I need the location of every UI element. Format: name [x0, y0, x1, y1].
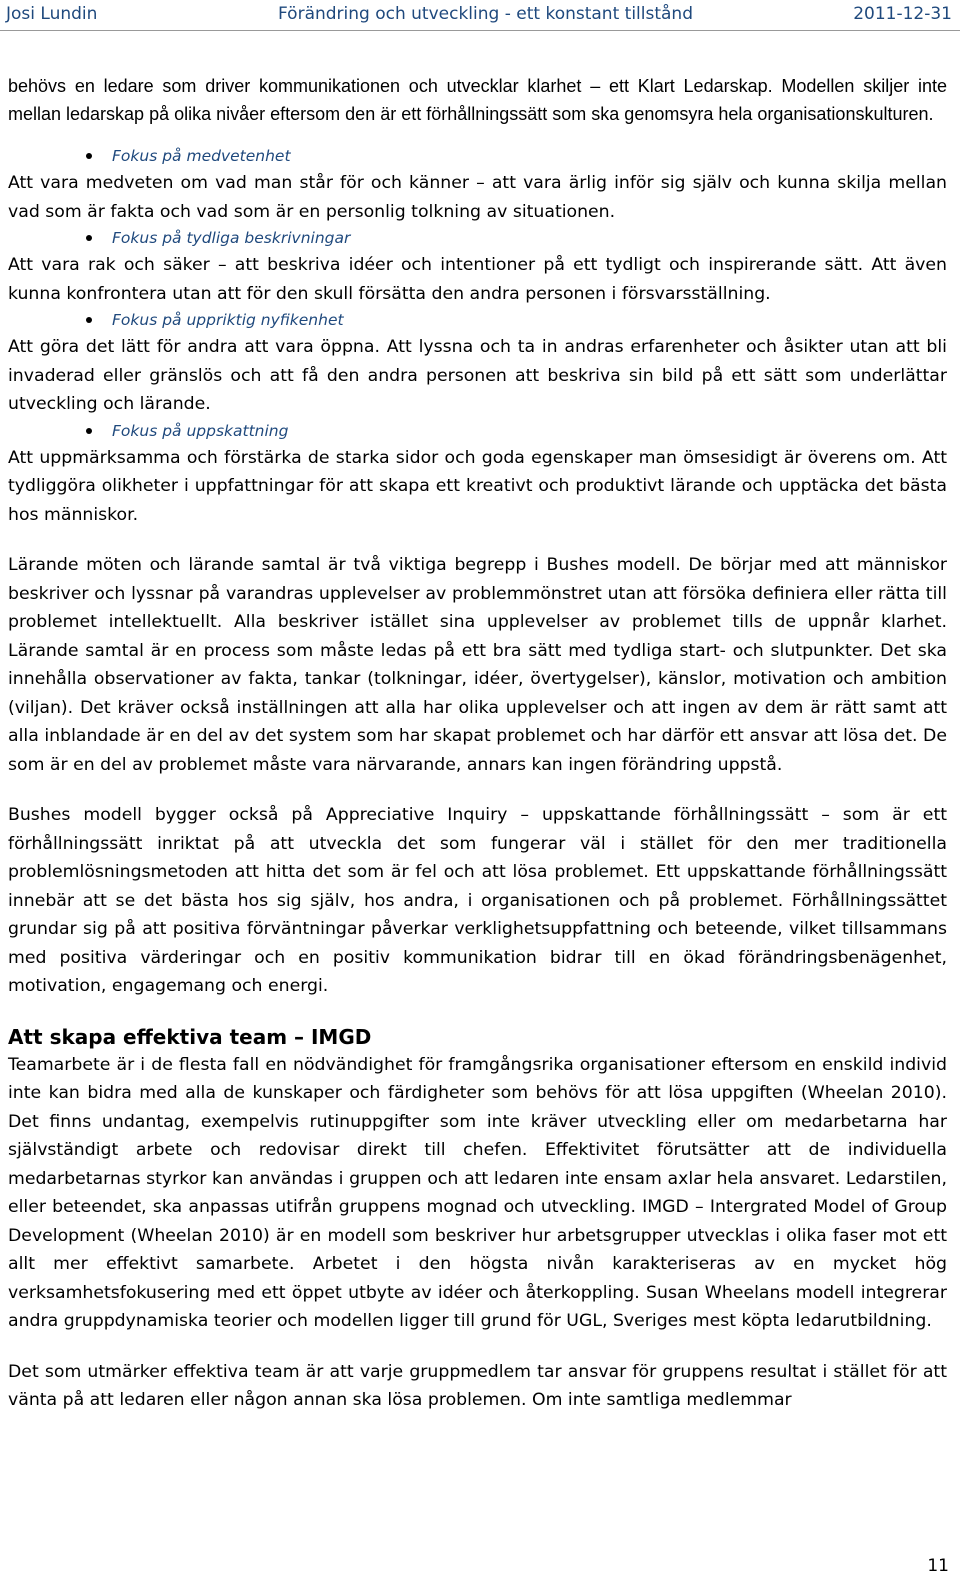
page-number: 11: [927, 1556, 949, 1576]
header-title: Förändring och utveckling - ett konstant tillstånd: [278, 4, 693, 24]
spacer: [8, 529, 947, 551]
spacer: [8, 1001, 947, 1023]
section-heading: Att skapa effektiva team – IMGD: [8, 1024, 372, 1049]
paragraph-learning: Lärande möten och lärande samtal är två viktiga begrepp i Bushes modell. De börjar med att människor beskriver och lyssnar på varandras upplevelser av problemmönstret utan att försöka definiera eller rätta till problemet intellektuellt. Alla beskriver istället sina upplevelser av problemet tills de uppnår klarhet. Lärande samtal är en process som måste ledas på ett bra sätt med tydliga start- och slutpunkter. Det ska innehålla observationer av fakta, tankar (tolkningar, idéer, övertygelser), känslor, motivation och ambition (viljan). Det kräver också inställningen att alla har olika upplevelser och att ingen av dem är rätt samt att alla inblandade är en del av det system som har skapat problemet och har därför ett ansvar att lösa det. De som är en del av problemet måste vara närvarande, annars kan ingen förändring uppstå.: [8, 555, 947, 775]
spacer: [8, 779, 947, 801]
bullet-title-curiosity: Fokus på uppriktig nyfikenhet: [8, 308, 947, 333]
header-date: 2011-12-31: [853, 4, 952, 24]
paragraph-effective-teams: Det som utmärker effektiva team är att varje gruppmedlem tar ansvar för gruppens resultat i stället för att vänta på att ledaren eller någon annan ska lösa problemen. Om inte samtliga medlemmar: [8, 1361, 947, 1410]
focus-list: [8, 144, 947, 529]
bullet-body-appreciation: Att uppmärksamma och förstärka de starka sidor och goda egenskaper man ömsesidigt är överens om. Att tydliggöra olikheter i uppfattningar för att skapa ett kreativt och produktivt lärande och upptäcka det bästa hos människor.: [8, 447, 947, 525]
bullet-title-descriptions: Fokus på tydliga beskrivningar: [8, 226, 947, 251]
intro-paragraph: behövs en ledare som driver kommunikationen och utvecklar klarhet – ett Klart Ledarskap. Modellen skiljer inte mellan ledarskap på olika nivåer eftersom den är ett förhållningssätt som ska genomsyra hela organisationskulturen.: [8, 76, 947, 124]
bullet-title-awareness: Fokus på medvetenhet: [8, 144, 947, 169]
bullet-body-awareness: Att vara medveten om vad man står för och känner – att vara ärlig inför sig själv och kunna skilja mellan vad som är fakta och vad som är en personlig tolkning av situationen.: [8, 173, 947, 222]
header-divider: [0, 30, 960, 31]
header-author: Josi Lundin: [6, 4, 98, 24]
bullet-body-curiosity: Att göra det lätt för andra att vara öppna. Att lyssna och ta in andras erfarenheter och åsikter utan att bli invaderad eller gränslös och att få den andra personen att beskriva sin bild på ett sätt som underlättar utveckling och lärande.: [8, 337, 947, 414]
paragraph-appreciative: Bushes modell bygger också på Appreciative Inquiry – uppskattande förhållningssätt – som är ett förhållningssätt inriktat på att utveckla det som fungerar väl i stället för den mer traditionella problemlösningsmetoden att hitta det som är fel och att lösa problemet. Ett uppskattande förhållningssätt innebär att se det bästa hos sig själv, hos andra, i organisationen och på problemet. Förhållningssättet grundar sig på att positiva förväntningar påverkar verklighetsuppfattning och beteende, vilket tillsammans med positiva värderingar och en positiv kommunikation bidrar till en ökad förändringsbenägenhet, motivation, engagemang och energi.: [8, 805, 947, 996]
spacer: [8, 1336, 947, 1358]
bullet-title-appreciation: Fokus på uppskattning: [8, 419, 947, 444]
page-header: [0, 0, 960, 30]
page-body: [8, 72, 947, 1415]
paragraph-teamwork: Teamarbete är i de flesta fall en nödvändighet för framgångsrika organisationer eftersom en enskild individ inte kan bidra med alla de kunskaper och färdigheter som behövs för att lösa uppgiften (Wheelan 2010). Det finns undantag, exempelvis rutinuppgifter som inte kräver utveckling eller om medarbetarna har självständigt arbete och redovisar direkt till chefen. Effektivitet förutsätter att de individuella medarbetarnas styrkor kan användas i gruppen och att ledaren inte ensam axlar hela ansvaret. Ledarstilen, eller beteendet, ska anpassas utifrån gruppens mognad och utveckling. IMGD – Intergrated Model of Group Development (Wheelan 2010) är en modell som beskriver hur arbetsgrupper utvecklas i olika faser mot ett allt mer effektivt samarbete. Arbetet i den högsta nivån karakteriseras av en mycket hög verksamhetsfokusering med ett öppet utbyte av idéer och återkoppling. Susan Wheelans modell integrerar andra gruppdynamiska teorier och modellen ligger till grund för UGL, Sveriges mest köpta ledarutbildning.: [8, 1054, 947, 1331]
bullet-body-descriptions: Att vara rak och säker – att beskriva idéer och intentioner på ett tydligt och inspirerande sätt. Att även kunna konfrontera utan att för den skull försätta den andra personen i försvarsställning.: [8, 255, 947, 304]
